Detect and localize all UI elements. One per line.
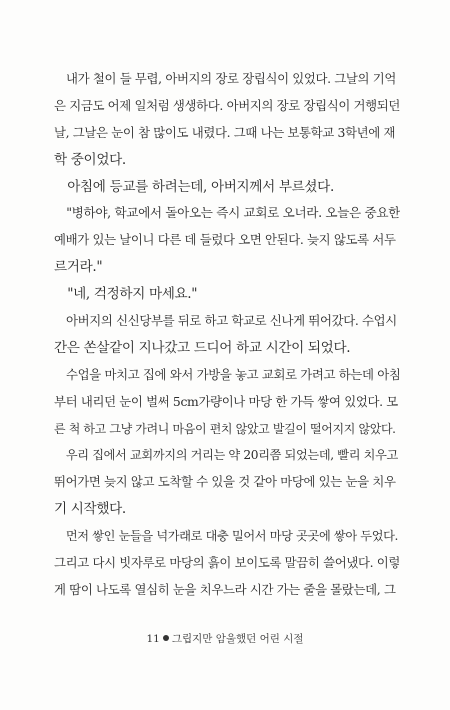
page-footer — [0, 631, 450, 646]
text-line: 학 중이었다. — [54, 151, 126, 168]
text-line: 아버지의 신신당부를 뒤로 하고 학교로 신나게 뛰어갔다. 수업시 — [54, 313, 397, 329]
text-line: 은 지금도 어제 일처럼 생생하다. 아버지의 장로 장립식이 거행되던 — [54, 97, 400, 113]
body-text — [54, 66, 400, 604]
text-line: 예배가 있는 날이니 다른 데 들렀다 오면 안된다. 늦지 않도록 서두 — [54, 232, 396, 248]
text-line: 부터 내리던 눈이 벌써 5cm가량이나 마당 한 가득 쌓여 있었다. 모 — [54, 393, 398, 409]
page-number: 11 — [146, 633, 160, 645]
text-line: 르거라." — [54, 259, 103, 276]
text-line: 게 땀이 나도록 열심히 눈을 치우느라 시간 가는 줄을 몰랐는데, 그 — [54, 581, 396, 597]
bullet-dot-icon — [163, 635, 169, 641]
text-line: 뛰어가면 늦지 않고 도착할 수 있을 것 같아 마당에 있는 눈을 치우 — [54, 474, 396, 490]
text-line: 먼저 쌓인 눈들을 넉가래로 대충 밀어서 마당 곳곳에 쌓아 두었다. — [54, 529, 399, 544]
text-line: 른 척 하고 그냥 가려니 마음이 편치 않았고 발길이 떨어지지 않았다. — [54, 421, 396, 436]
text-line: 날, 그날은 눈이 참 많이도 내렸다. 그때 나는 보통학교 3학년에 재 — [54, 124, 396, 140]
text-line: "병하야, 학교에서 돌아오는 즉시 교회로 오너라. 오늘은 중요한 — [54, 205, 400, 221]
chapter-title: 그립지만 암울했던 어린 시절 — [171, 633, 304, 645]
text-line: 내가 철이 들 무렵, 아버지의 장로 장립식이 있었다. 그날의 기억 — [54, 71, 396, 86]
text-line: 그리고 다시 빗자루로 마당의 흙이 보이도록 말끔히 쓸어냈다. 이렇 — [54, 555, 400, 571]
text-line: 우리 집에서 교회까지의 거리는 약 20리쯤 되었는데, 빨리 치우고 — [54, 448, 398, 463]
text-line: "네, 걱정하지 마세요." — [54, 286, 198, 303]
text-line: 수업을 마치고 집에 와서 가방을 놓고 교회로 가려고 하는데 아침 — [54, 366, 400, 382]
text-line: 간은 쏜살같이 지나갔고 드디어 하교 시간이 되었다. — [54, 339, 351, 356]
text-line: 기 시작했다. — [54, 501, 126, 518]
text-line: 아침에 등교를 하려는데, 아버지께서 부르셨다. — [54, 178, 334, 195]
